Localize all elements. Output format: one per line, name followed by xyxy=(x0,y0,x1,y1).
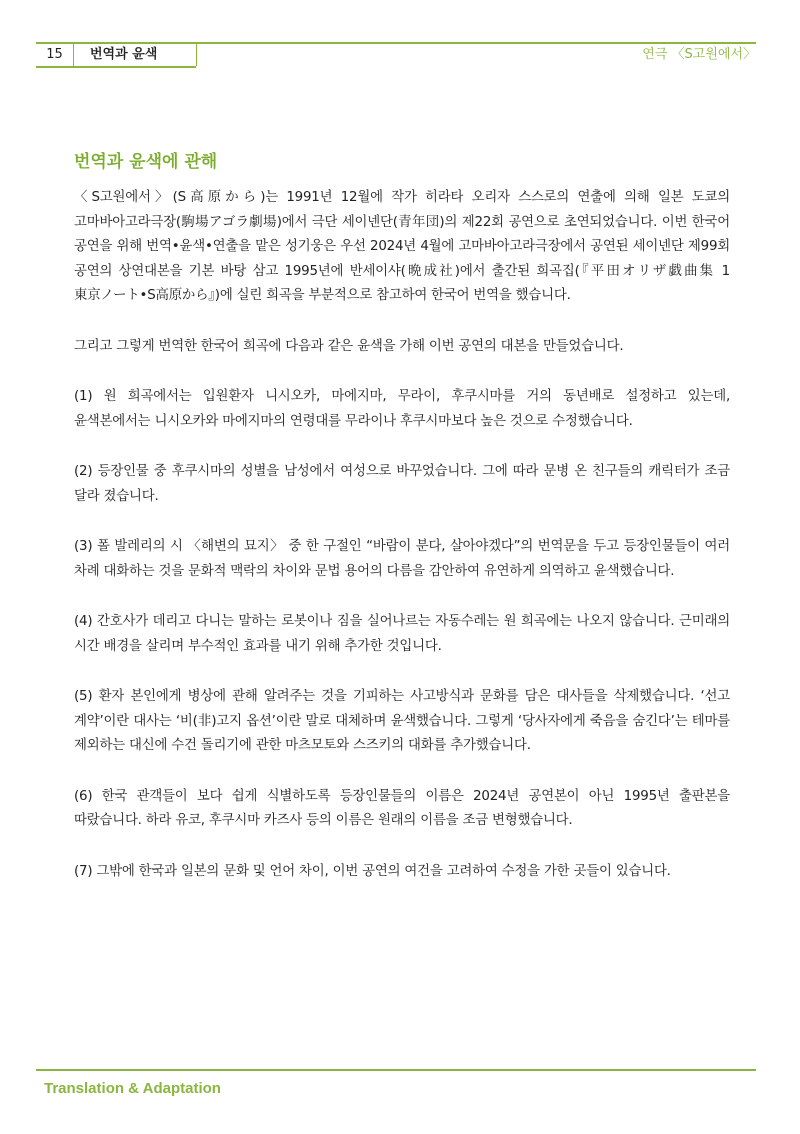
paragraph: (5) 환자 본인에게 병상에 관해 알려주는 것을 기피하는 사고방식과 문화를 담은 대사들을 삭제했습니다. ‘선고 계약’이란 대사는 ‘비(非)고지 옵션’이란 말로 대체하며 윤색했습니다. 그렇게 ‘당사자에게 죽음을 숨긴다’는 테마를 제외하는 대신에 수건 돌리기에 관한 마츠모토와 스즈키의 대화를 추가했습니다. xyxy=(74,689,730,753)
header-rule xyxy=(36,42,756,44)
section-label: 번역과 윤색 xyxy=(90,47,158,62)
page-title: 번역과 윤색에 관해 xyxy=(74,152,218,172)
footer-label: Translation & Adaptation xyxy=(44,1080,221,1097)
paragraph: (4) 간호사가 데리고 다니는 말하는 로봇이나 짐을 실어나르는 자동수레는 원 희곡에는 나오지 않습니다. 근미래의 시간 배경을 살리며 부수적인 효과를 내기 위해 추가한 것입니다. xyxy=(74,614,730,654)
paragraph: (1) 원 희곡에서는 입원환자 니시오카, 마에지마, 무라이, 후쿠시마를 거의 동년배로 설정하고 있는데, 윤색본에서는 니시오카와 마에지마의 연령대를 무라이나 후쿠시마보다 높은 것으로 수정했습니다. xyxy=(74,389,730,429)
production-title: 연극 〈S고원에서〉 xyxy=(642,47,756,62)
paragraph: 그리고 그렇게 번역한 한국어 희곡에 다음과 같은 윤색을 가해 이번 공연의 대본을 만들었습니다. xyxy=(74,338,624,354)
header-divider xyxy=(196,42,197,66)
paragraph: (6) 한국 관객들이 보다 쉽게 식별하도록 등장인물들의 이름은 2024년 공연본이 아닌 1995년 출판본을 따랐습니다. 하라 유코, 후쿠시마 카즈사 등의 이름은 원래의 이름을 조금 변형했습니다. xyxy=(74,788,730,828)
header-underline xyxy=(36,66,196,68)
paragraph: (2) 등장인물 중 후쿠시마의 성별을 남성에서 여성으로 바꾸었습니다. 그에 따라 문병 온 친구들의 캐릭터가 조금 달라 졌습니다. xyxy=(74,464,730,504)
body-text xyxy=(74,186,730,910)
header-divider xyxy=(73,42,74,66)
footer-rule xyxy=(36,1069,756,1071)
paragraph: (3) 폴 발레리의 시 〈해변의 묘지〉 중 한 구절인 “바람이 분다, 살아야겠다”의 번역문을 두고 등장인물들이 여러 차례 대화하는 것을 문화적 맥락의 차이와 문법 용어의 다름을 감안하여 유연하게 의역하고 윤색했습니다. xyxy=(74,539,730,579)
paragraph: (7) 그밖에 한국과 일본의 문화 및 언어 차이, 이번 공연의 여건을 고려하여 수정을 가한 곳들이 있습니다. xyxy=(74,863,671,879)
page-number: 15 xyxy=(46,47,63,62)
paragraph: 〈S고원에서〉(S高原から)는 1991년 12월에 작가 히라타 오리자 스스로의 연출에 의해 일본 도쿄의 고마바아고라극장(駒場アゴラ劇場)에서 극단 세이넨단(青年団)의 제22회 공연으로 초연되었습니다. 이번 한국어 공연을 위해 번역•윤색•연출을 맡은 성기웅은 우선 2024년 4월에 고마바아고라극장에서 공연된 세이넨단 제99회 공연의 상연대본을 기본 바탕 삼고 1995년에 반세이샤(晩成社)에서 출간된 희곡집(『平田オリザ戯曲集 1 東京ノート•S高原から』)에 실린 희곡을 부분적으로 참고하여 한국어 번역을 했습니다. xyxy=(74,190,730,303)
